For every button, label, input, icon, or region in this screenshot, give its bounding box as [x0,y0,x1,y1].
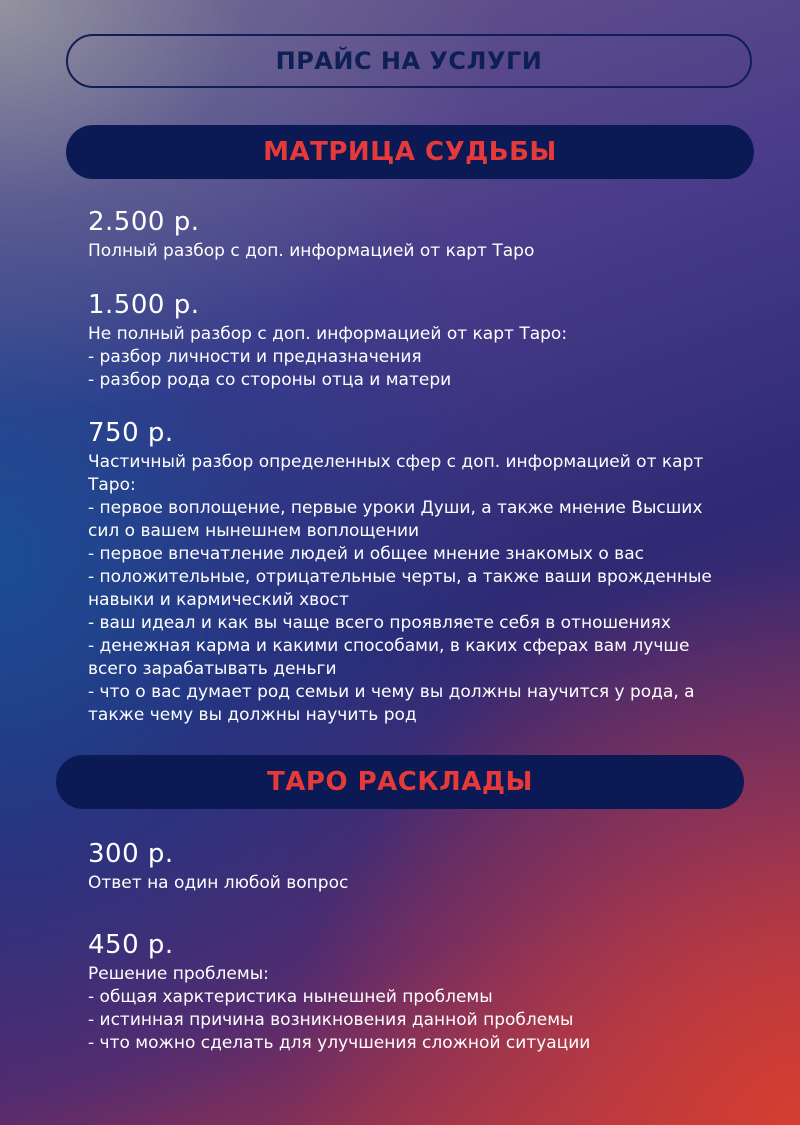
price-description: Частичный разбор определенных сфер с доп. информацией от карт Таро: [88,452,704,495]
list-item: - первое впечатление людей и общее мнение знакомых о вас [88,544,644,564]
list-item: - разбор рода со стороны отца и матери [88,370,452,390]
section-title-destiny-matrix: МАТРИЦА СУДЬБЫ [66,125,754,179]
list-item: - положительные, отрицательные черты, а также ваши врожденные навыки и кармический хвост [88,567,712,610]
price-value: 450 р. [88,930,174,960]
list-item: - что можно сделать для улучшения сложной ситуации [88,1033,591,1053]
price-description: Не полный разбор с доп. информацией от карт Таро: [88,324,568,344]
list-item: - что о вас думает род семьи и чему вы должны научится у рода, а также чему вы должны научить род [88,682,695,725]
list-item: - первое воплощение, первые уроки Души, а также мнение Высших сил о вашем нынешнем воплощении [88,498,703,541]
price-item [88,206,768,263]
price-value: 300 р. [88,839,174,869]
list-item: - разбор личности и предназначения [88,347,422,367]
price-item [88,289,768,392]
list-item: - истинная причина возникновения данной проблемы [88,1010,574,1030]
price-value: 2.500 р. [88,207,200,237]
price-item [88,838,768,895]
list-item: - денежная карма и какими способами, в каких сферах вам лучше всего зарабатывать деньги [88,636,690,679]
price-value: 750 р. [88,418,174,448]
price-value: 1.500 р. [88,290,200,320]
section-title-tarot: ТАРО РАСКЛАДЫ [56,755,744,809]
page-title: ПРАЙС НА УСЛУГИ [66,34,752,88]
price-item [88,417,728,727]
price-item [88,929,768,1055]
list-item: - общая харктеристика нынешней проблемы [88,987,493,1007]
price-description: Ответ на один любой вопрос [88,873,349,893]
price-description: Полный разбор с доп. информацией от карт Таро [88,241,535,261]
list-item: - ваш идеал и как вы чаще всего проявляете себя в отношениях [88,613,671,633]
price-description: Решение проблемы: [88,964,269,984]
